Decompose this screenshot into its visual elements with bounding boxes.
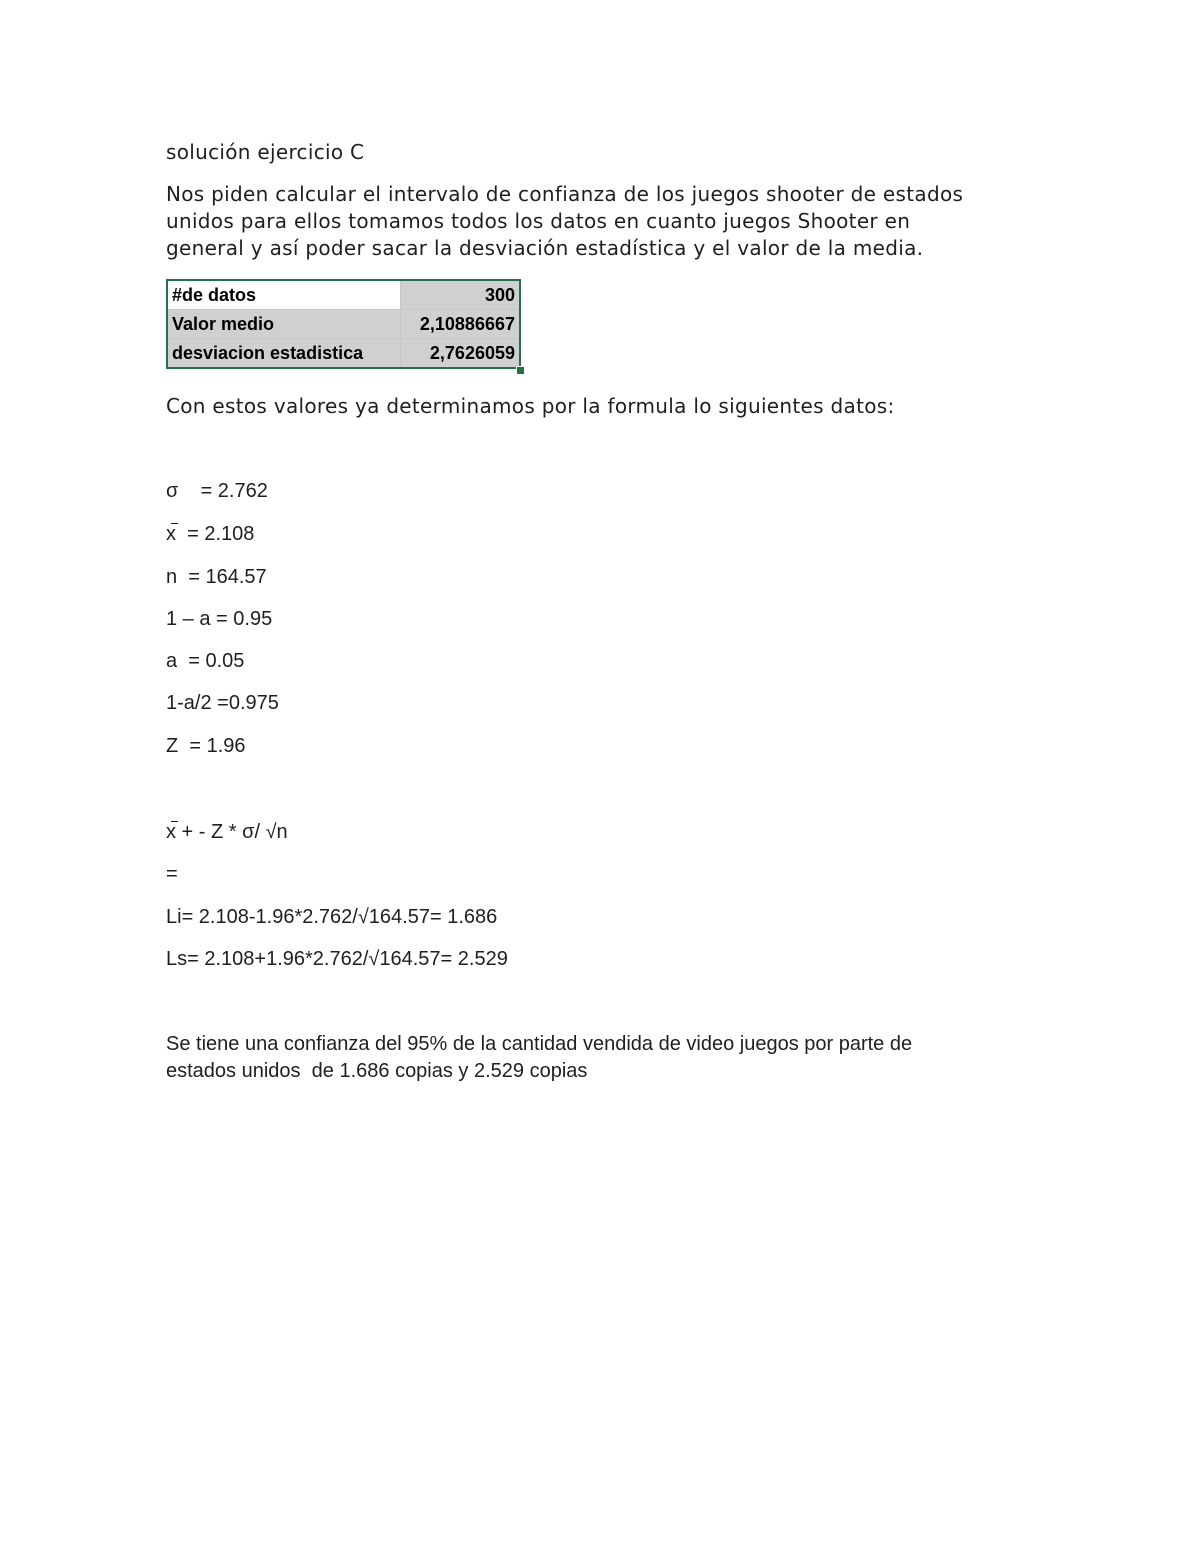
- row-value: 2,10886667: [401, 310, 520, 339]
- conclusion-line-1: Se tiene una confianza del 95% de la cantidad vendida de video juegos por parte de: [166, 1033, 913, 1055]
- upper-limit: Ls= 2.108+1.96*2.762/√164.57= 2.529: [166, 948, 508, 970]
- statistics-table: [166, 279, 521, 369]
- row-label: Valor medio: [167, 310, 401, 339]
- row-label: desviacion estadistica: [167, 339, 401, 369]
- lower-limit: Li= 2.108-1.96*2.762/√164.57= 1.686: [166, 906, 498, 928]
- equals-sign: =: [166, 863, 178, 885]
- formula-rest: + - Z * σ/ √n: [176, 821, 288, 843]
- intro-line-3: general y así poder sacar la desviación estadística y el valor de la media.: [166, 236, 924, 260]
- row-value: 300: [401, 280, 520, 310]
- sigma-value: σ = 2.762: [166, 480, 268, 502]
- alpha-value: a = 0.05: [166, 650, 245, 672]
- half-alpha-value: 1-a/2 =0.975: [166, 692, 279, 714]
- selection-fill-handle: [516, 366, 525, 375]
- heading: solución ejercicio C: [166, 140, 365, 164]
- mean-value: [166, 521, 254, 548]
- confidence-level: 1 – a = 0.95: [166, 608, 273, 630]
- xbar-symbol: x: [166, 819, 176, 846]
- interval-formula: [166, 819, 288, 846]
- row-value: 2,7626059: [401, 339, 520, 369]
- table-row: [167, 310, 520, 339]
- intro-line-1: Nos piden calcular el intervalo de confianza de los juegos shooter de estados: [166, 182, 964, 206]
- mean-rest: = 2.108: [176, 523, 255, 545]
- after-table-text: Con estos valores ya determinamos por la formula lo siguientes datos:: [166, 394, 895, 418]
- table-row: [167, 280, 520, 310]
- conclusion-line-2: estados unidos de 1.686 copias y 2.529 copias: [166, 1060, 588, 1082]
- intro-line-2: unidos para ellos tomamos todos los datos en cuanto juegos Shooter en: [166, 209, 911, 233]
- n-value: n = 164.57: [166, 566, 267, 588]
- z-value: Z = 1.96: [166, 735, 246, 757]
- row-label: #de datos: [167, 280, 401, 310]
- table-row: [167, 339, 520, 369]
- xbar-symbol: x: [166, 521, 176, 548]
